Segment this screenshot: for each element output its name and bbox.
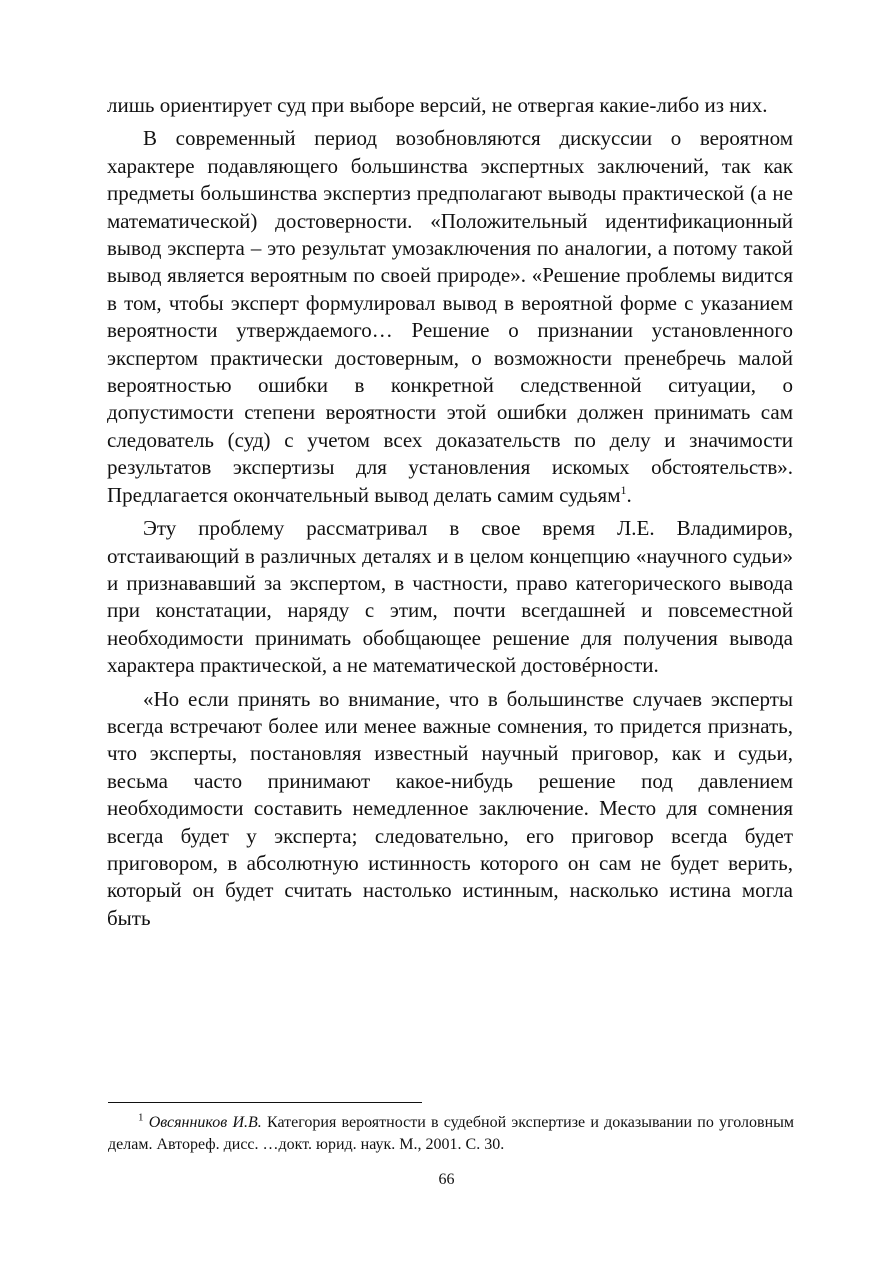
paragraph-1-text: лишь ориентирует суд при выборе версий, не отвергая какие-либо из них. (107, 93, 768, 117)
paragraph-2-text: В современный период возобновляются дискуссии о вероятном характере подавляющего большинства экспертных заключений, так как предметы большинства экспертиз предполагают выводы практической (а не математической) достоверности. «Положительный идентификационный вывод эксперта – это результат умозаключения по аналогии, а потому такой вывод является вероятным по своей природе». «Решение проблемы видится в том, чтобы эксперт формулировал вывод в вероятной форме с указанием вероятности утверждаемого… Решение о признании установленного экспертом практически достоверным, о возможности пренебречь малой вероятностью ошибки в конкретной следственной ситуации, о допустимости степени вероятности этой ошибки должен принимать сам следователь (суд) с учетом всех доказательств по делу и значимости результатов экспертизы для установления искомых обстоятельств». Предлагается окончательный вывод делать самим судьям (107, 126, 793, 507)
paragraph-3 (107, 515, 793, 679)
paragraph-3-text: Эту проблему рассматривал в свое время Л.Е. Владимиров, отстаивающий в различных деталях и в целом концепцию «научного судьи» и признававший за экспертом, в частности, право категорического вывода при констатации, наряду с этим, почти всегдашней и повсеместной необходимости принимать обобщающее решение для получения вывода характера практической, а не математической достовéрности. (107, 516, 793, 678)
page-body (107, 92, 793, 932)
footnote-mark: 1 (138, 1111, 144, 1124)
paragraph-4-text: «Но если принять во внимание, что в большинстве случаев эксперты всегда встречают более или менее важные сомнения, то придется признать, что эксперты, постановляя известный научный приговор, как и судьи, весьма часто принимают какое-нибудь решение под давлением необходимости составить немедленное заключение. Место для сомнения всегда будет у эксперта; следовательно, его приговор всегда будет приговором, в абсолютную истинность которого он сам не будет верить, который он будет считать настолько истинным, насколько истина могла быть (107, 686, 793, 930)
paragraph-2 (107, 125, 793, 509)
paragraph-1 (107, 92, 793, 119)
footnote-reference[interactable]: 1 (620, 482, 627, 497)
paragraph-2-end: . (626, 482, 632, 507)
page-number: 66 (438, 1171, 455, 1188)
footnote-text: Категория вероятности в судебной экспертизе и доказывании по уголовным делам. Автореф. дисс. …докт. юрид. наук. М., 2001. С. 30. (108, 1114, 795, 1153)
footnote-author: Овсянников И.В. (148, 1114, 262, 1131)
footnote-divider (108, 1102, 422, 1103)
footnote (108, 1112, 794, 1156)
paragraph-4 (107, 686, 793, 933)
